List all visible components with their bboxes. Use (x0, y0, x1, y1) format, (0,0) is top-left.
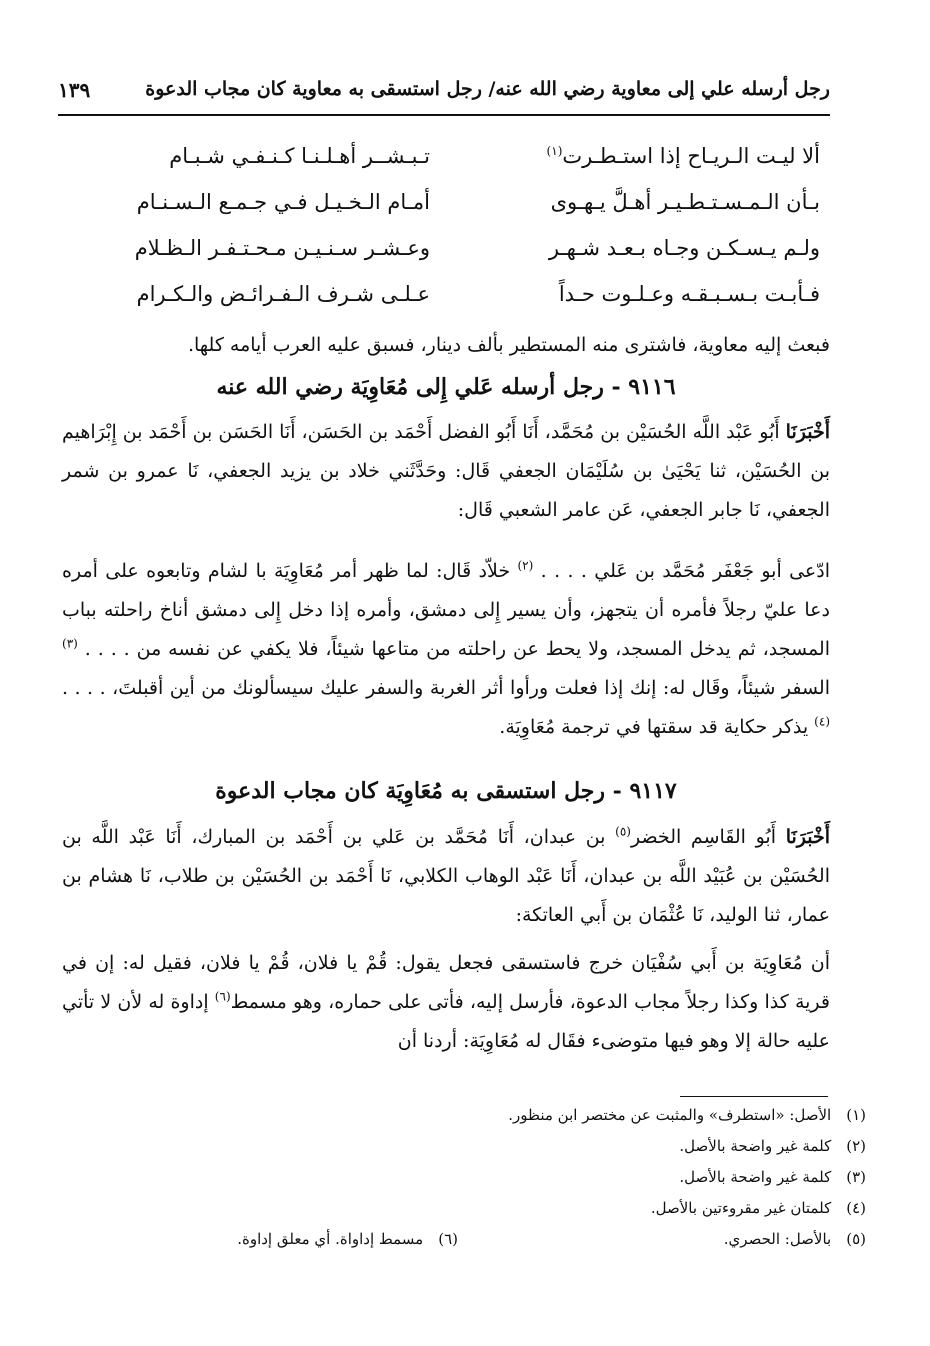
footnote-ref: (٣) (62, 636, 78, 651)
footnote (237, 1230, 458, 1248)
footnote-number: (٤) (846, 1199, 866, 1217)
page-header (58, 78, 830, 116)
footnote (80, 1137, 866, 1168)
footnote-ref: (٢) (517, 558, 534, 573)
footnote-number: (٣) (846, 1168, 866, 1186)
footnote-number: (٦) (438, 1230, 458, 1248)
narration-text: يذكر حكاية قد سقتها في ترجمة مُعَاوِيَة. (499, 716, 809, 738)
narration-text: إداوة له لأن لا تأتي عليه حالة إلا وهو فيها متوضىء فقَال له مُعَاوِيَة: أردنا أن (62, 991, 830, 1052)
isnad-text: أَبُو القَاسِم الخضر (630, 826, 777, 848)
isnad-text: أَبُو عَبْد اللَّه الحُسَيْن بن مُحَمَّد، أَنَا أَبُو الفضل أَحْمَد بن الحَسَن، أَنَا الحَسَن بن أَحْمَد بن إِبْرَاهيم بن الحُسَيْن، ثنا يَحْيَىٰ بن سُلَيْمَان الجعفي قَال: وحَدَّثَني خلاد بن يزيد الجعفي، نَا عمرو بن شمر الجعفي، نَا جابر الجعفي، عَن عامر الشعبي قَال: (62, 421, 830, 521)
poem-verse (100, 282, 820, 328)
verse-second-hemistich: وعـشـر سـنـيـن مـحـتـفـر الـظـلام (134, 236, 430, 260)
poem (100, 144, 820, 328)
footnote-text: مسمط إداواة. أي معلق إداوة. (237, 1230, 424, 1248)
section-heading: ٩١١٧ - رجل استسقى به مُعَاوِيَة كان مجاب الدعوة (215, 778, 677, 804)
verse-first-hemistich: ألا ليـت الـريـاح إذا استـطـرت$^{(١)}$ (546, 144, 820, 168)
section-heading: ٩١١٦ - رجل أرسله عَلي إِلى مُعَاوِيَة رضي الله عنه (216, 374, 676, 400)
footnote-text: الأصل: «استطرف» والمثبت عن مختصر ابن منظور. (508, 1106, 832, 1124)
isnad-lead-word: أَخْبَرَنَا (785, 421, 830, 443)
footnotes (80, 1106, 866, 1261)
verse-first-hemistich: ولـم يـسـكـن وجـاه بـعـد شـهـر (548, 236, 820, 260)
narration-text: السفر شيئاً، وقَال له: إنك إذا فعلت ورأوا أثر الغربة والسفر عليك سيسألونك من أين أقبلتَ، . . . . (62, 677, 830, 699)
footnote-number: (١) (846, 1106, 866, 1124)
verse-second-hemistich: أمـام الـخـيـل فـي جـمـع الـسـنـام (136, 190, 430, 214)
footnote (724, 1230, 866, 1248)
footnote-text: كلمة غير واضحة بالأصل. (679, 1168, 832, 1186)
footnote (80, 1106, 866, 1137)
footnote (80, 1168, 866, 1199)
narration-paragraph (62, 944, 830, 1061)
isnad-lead-word: أَخْبَرَنَا (785, 826, 831, 848)
poem-verse (100, 236, 820, 282)
verse-second-hemistich: تـبـشــر أهـلـنـا كـنـفـي شـبـام (169, 144, 430, 168)
footnote (80, 1199, 866, 1230)
footnote-number: (٥) (846, 1230, 866, 1248)
verse-second-hemistich: عـلـى شـرف الـفـرائـض والـكـرام (136, 282, 430, 306)
isnad-paragraph (62, 413, 830, 530)
footnote-text: كلمتان غير مقروءتين بالأصل. (650, 1199, 832, 1217)
poem-verse (100, 190, 820, 236)
footnote-number: (٢) (846, 1137, 866, 1155)
footnote-text: بالأصل: الحصري. (723, 1230, 832, 1248)
footnote-ref: (٦) (214, 989, 231, 1004)
paragraph: فبعث إليه معاوية، فاشترى منه المستطير بألف دينار، فسبق عليه العرب أيامه كلها. (187, 334, 830, 356)
isnad-text: بن عبدان، أَنَا مُحَمَّد بن عَلي بن أَحْمَد بن المبارك، أَنَا عَبْد اللَّه بن الحُسَيْن بن عُبَيْد اللَّه بن عبدان، أَنَا عَبْد الوهاب الكلابي، نَا أَحْمَد بن الحُسَيْن بن طلاب، نَا هشام بن عمار، ثنا الوليد، نَا عُثْمَان بن أَبي العاتكة: (62, 826, 830, 926)
footnote-ref: (٥) (615, 824, 631, 839)
footnote-ref: (١) (546, 144, 563, 158)
page-number: ١٣٩ (58, 78, 91, 102)
footnote-ref: (٤) (814, 714, 830, 729)
narration-text: خلاّد قَال: لما ظهر أمر مُعَاوِيَة با لشام وتابعوه على أمره دعا عليّ رجلاً فأمره أن يتجهز، وأن يسير إِلى دمشق، وأمره إذا دخل إِلى دمشق أناخ راحلته بباب المسجد، ثم يدخل المسجد، ولا يحط عن راحلته من متاعها شيئاً، فلا يكفي عن نفسه من . . . . (62, 560, 831, 660)
footnote-divider (680, 1096, 828, 1097)
narration-text: ادّعى أبو جَعْفَر مُحَمَّد بن عَلي . . . . (540, 560, 831, 582)
verse-first-hemistich: فـأبـت بـسـبـقـه وعـلـوت حـداً (558, 282, 820, 306)
isnad-paragraph (62, 818, 830, 935)
footnote-row (80, 1230, 866, 1261)
narration-text: أن مُعَاوِيَة بن أَبي سُفْيَان خرج فاستسقى فجعل يقول: قُمْ يا فلان، قُمْ يا فلان، فقيل له: إن في قرية كذا وكذا رجلاً مجاب الدعوة، فأرسل إليه، فأتى على حماره، وهو مسمط (62, 952, 830, 1013)
verse-first-hemistich: بـأن الـمـسـتـطـيـر أهـلَّ يـهـوى (550, 190, 820, 214)
poem-verse (100, 144, 820, 190)
footnote-text: كلمة غير واضحة بالأصل. (679, 1137, 832, 1155)
narration-paragraph (62, 552, 830, 747)
running-title: رجل أرسله علي إلى معاوية رضي الله عنه/ رجل استسقى به معاوية كان مجاب الدعوة (145, 78, 830, 100)
